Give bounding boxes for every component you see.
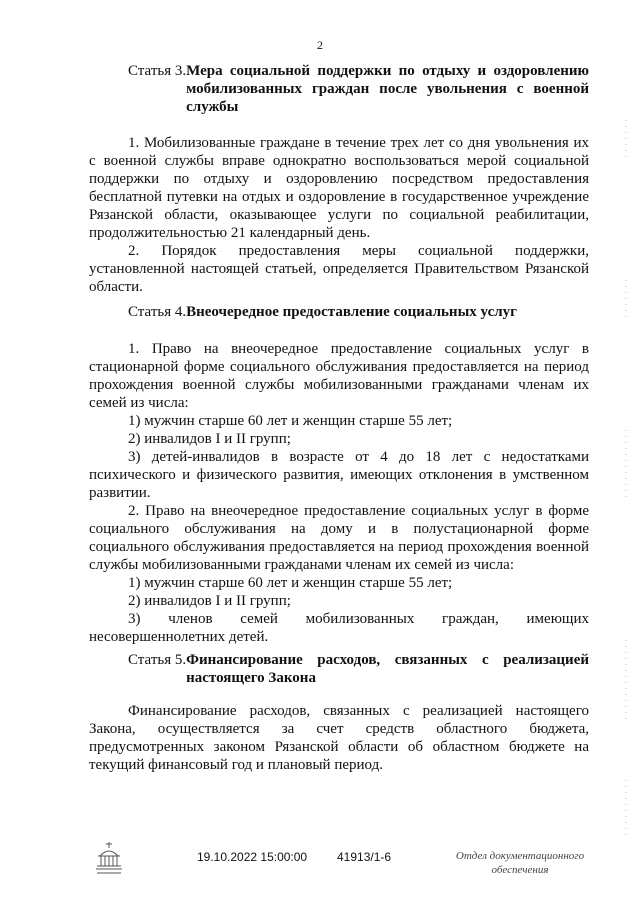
article-5-paragraph: Финансирование расходов, связанных с реализацией настоящего Закона, осуществляется за счет средств областного бюджета, предусмотренных законом Рязанской области об областном бюджете на текущий финансовый год и плановый период. (89, 703, 589, 773)
department-stamp (445, 849, 595, 877)
stamp-line-2: обеспечения (491, 864, 549, 876)
article-4-part-2-item: 1) мужчин старше 60 лет и женщин старше 55 лет; (128, 575, 453, 591)
footer-datetime: 19.10.2022 15:00:00 (197, 850, 308, 864)
article-4-heading (89, 303, 589, 321)
article-3-paragraph-2: 2. Порядок предоставления меры социальной поддержки, установленной настоящей статьей, определяется Правительством Рязанской области. (89, 243, 589, 295)
article-4-label: Статья 4. (128, 304, 187, 320)
article-4-part-2-item: 2) инвалидов I и II групп; (128, 593, 291, 609)
footer-doc-number: 41913/1-6 (337, 850, 392, 864)
article-5-heading (89, 651, 589, 687)
article-4-body (89, 340, 589, 646)
article-3-body (89, 134, 589, 296)
article-5-body (89, 702, 589, 774)
article-4-title: Внеочередное предоставление социальных услуг (186, 304, 517, 320)
article-4-part-1-intro: 1. Право на внеочередное предоставление социальных услуг в стационарной форме социального обслуживания предоставляется на период прохождения военной службы мобилизованными гражданами членам их семей из числа: (89, 341, 589, 411)
article-4-part-1-item: 3) детей-инвалидов в возрасте от 4 до 18 лет с недостатками психического и физического развития, имеющих отклонения в умственном развитии. (89, 449, 589, 501)
article-3-title: Мера социальной поддержки по отдыху и оздоровлению мобилизованных граждан после увольнения с военной службы (186, 63, 589, 115)
stamp-line-1: Отдел документационного (455, 850, 585, 862)
article-4-part-2-item: 3) членов семей мобилизованных граждан, имеющих несовершеннолетних детей. (89, 611, 589, 645)
article-3-label: Статья 3. (128, 63, 187, 79)
duma-building-icon (94, 840, 124, 878)
article-5-title: Финансирование расходов, связанных с реализацией настоящего Закона (186, 652, 589, 686)
article-4-part-1-item: 1) мужчин старше 60 лет и женщин старше 55 лет; (128, 413, 453, 429)
article-3 (89, 62, 589, 116)
article-3-paragraph-1: 1. Мобилизованные граждане в течение трех лет со дня увольнения их с военной службы вправе однократно воспользоваться мерой социальной поддержки по отдыху и оздоровлению посредством предоставления бесплатной путевки на отдых и оздоровление в государственное учреждение Рязанской области, оказывающее услуги по социальной реабилитации, продолжительностью 21 календарный день. (89, 135, 589, 241)
article-4-part-2-intro: 2. Право на внеочередное предоставление социальных услуг в форме социального обслуживания на дому и в полустационарной форме социального обслуживания предоставляется на период прохождения военной службы мобилизованными гражданами членам их семей из числа: (89, 503, 589, 573)
article-4-part-1-item: 2) инвалидов I и II групп; (128, 431, 291, 447)
page-number: 2 (317, 38, 323, 52)
article-3-heading (89, 62, 589, 116)
scan-edge-marks (625, 120, 628, 900)
article-5-label: Статья 5. (128, 652, 187, 668)
